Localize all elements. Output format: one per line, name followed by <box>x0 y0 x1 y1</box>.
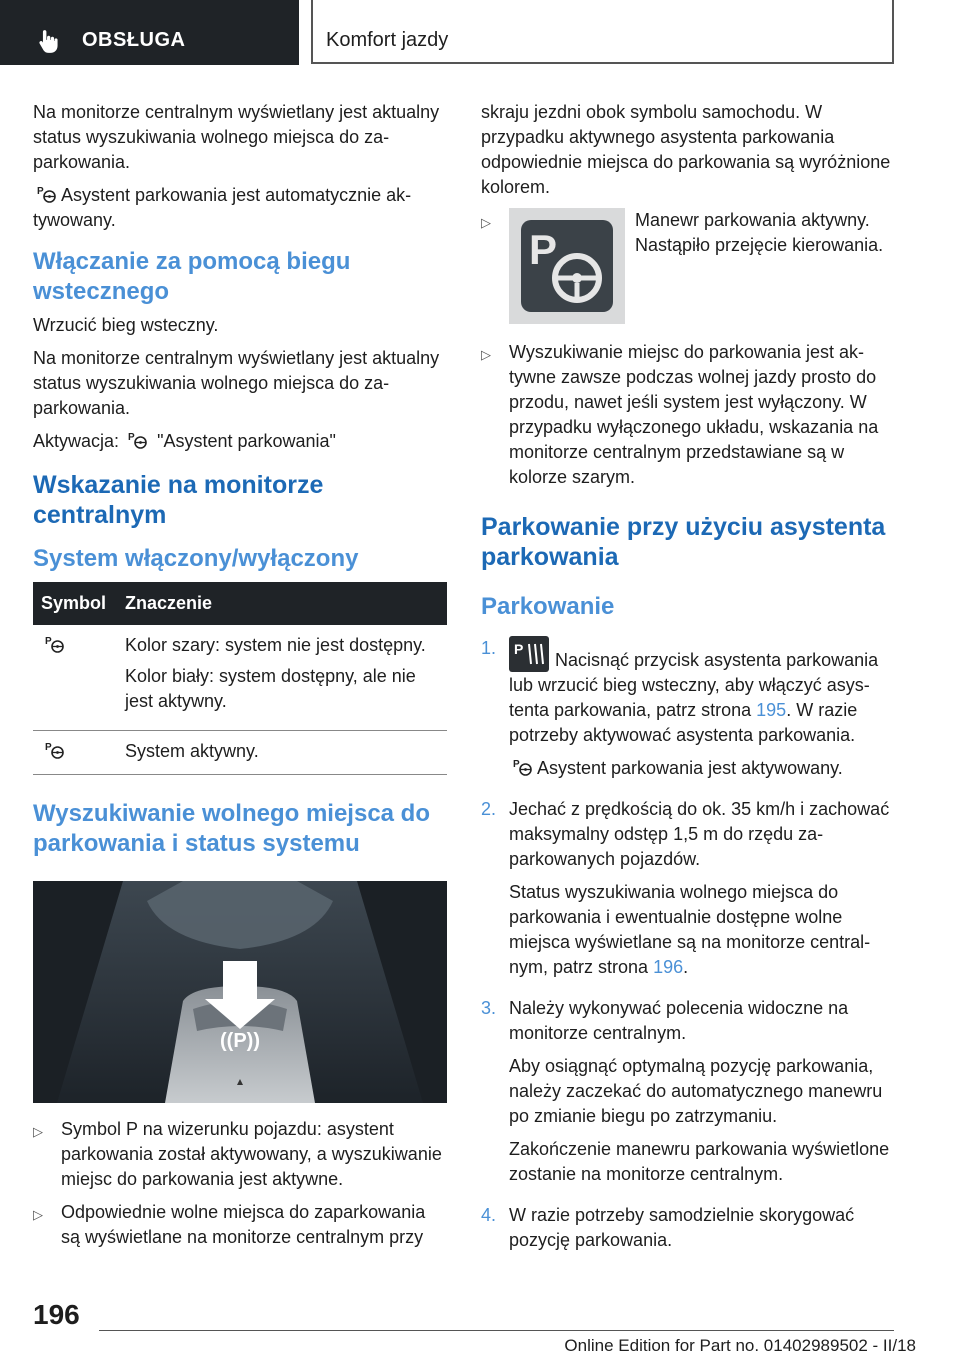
right-column <box>481 100 897 1269</box>
svg-text:P: P <box>45 742 52 753</box>
svg-text:((P)): ((P)) <box>220 1030 260 1052</box>
list-item: ▷ P Manewr parkowania aktywny. Nastąpiło przejęcie kierowania. <box>481 208 897 324</box>
continuation-paragraph: skraju jezdni obok symbolu samochodu. W przypadku aktywnego asystenta parkowania odpowiednie miejsca do parkowania są wyróżnione kolorem. <box>481 102 891 197</box>
list-item: 4. W razie potrzeby samodzielnie skorygować pozycję parkowania. <box>481 1205 855 1250</box>
list-item: ▷ Wyszukiwanie miejsc do parkowania jest aktywne zawsze podczas wolnej jazdy prosto do przodu, nawet jeśli system jest wyłączony. W przypadku wyłączonego układu, wskazania na monitorze centralnym przedstawiane są w kolorze szarym. <box>481 340 897 490</box>
list-item: ▷ Symbol P na wizerunku pojazdu: asystent parkowania został aktywowany, a wyszukiwanie miejsc do parkowania jest aktywne. <box>33 1117 447 1192</box>
heading-central-display: Wskazanie na monitorze centralnym <box>33 471 324 529</box>
activation-line: Aktywacja: P "Asystent parkowania" <box>33 431 336 451</box>
svg-text:P: P <box>128 432 135 443</box>
table-cell-gray: Kolor szary: system nie jest dostępny. <box>125 635 426 655</box>
list-item: 1. P Nacisnąć przycisk asystenta parkowania lub wrzucić bieg wsteczny, aby włączyć asystenta parkowania, patrz strona 195. W razie potrzeby aktywować asystenta parkowania. P Asystent parkowania jest aktywowany. <box>481 638 879 778</box>
table-header-row <box>33 582 447 625</box>
parking-search-display-image <box>33 881 447 1103</box>
svg-text:P: P <box>514 641 524 657</box>
heading-reverse-gear: Włączanie za pomocą biegu wstecznego <box>33 248 351 305</box>
left-column <box>33 100 447 1258</box>
triangle-bullet-icon: ▷ <box>481 215 491 230</box>
heading-system-on-off: System włączony/wyłączony <box>33 545 359 572</box>
table-header-symbol: Symbol <box>41 593 107 613</box>
footer-divider <box>99 1330 894 1331</box>
svg-text:P: P <box>529 226 558 273</box>
table-cell-white: Kolor biały: system dostępny, ale nie jest aktywny. <box>125 666 416 711</box>
reverse-instruction: Wrzucić bieg wsteczny. <box>33 315 219 335</box>
page-link-195[interactable]: 195 <box>756 700 787 720</box>
svg-text:P: P <box>513 759 520 770</box>
list-item: 2. Jechać z prędkością do ok. 35 km/h i zachować maksymalny odstęp 1,5 m do rzędu zaparkowanych pojazdów. Status wyszukiwania wolnego miejsca do parkowania i ewentualnie dostępne wolne miejsca wyświetlane są na monitorze centralnym, patrz strona 196. <box>481 799 890 977</box>
parking-assistant-icon <box>45 634 65 654</box>
parking-assistant-icon <box>128 430 148 450</box>
triangle-bullet-icon: ▷ <box>481 347 491 362</box>
edition-note: Online Edition for Part no. 01402989502 - II/18 <box>564 1336 916 1355</box>
section-tab[interactable] <box>0 0 299 65</box>
heading-parking: Parkowanie <box>481 593 615 620</box>
intro-paragraph: Na monitorze centralnym wyświetlany jest aktualny status wyszukiwania wolnego miejsca do zaparkowania. <box>33 102 440 172</box>
triangle-bullet-icon: ▷ <box>33 1124 43 1139</box>
heading-parking-with-assistant: Parkowanie przy użyciu asystenta parkowania <box>481 513 886 571</box>
parking-assistant-icon <box>37 184 57 204</box>
page-number: 196 <box>33 1299 80 1330</box>
parking-assist-button-icon <box>509 636 549 672</box>
parking-steering-symbol-icon <box>509 208 625 324</box>
svg-text:P: P <box>37 186 44 197</box>
section-tab-label: OBSŁUGA <box>82 29 186 51</box>
list-item: 3. Należy wykonywać polecenia widoczne na monitorze centralnym. Aby osiągnąć optymalną pozycję parkowania, należy zaczekać do automatycznego manewru po zmianie biegu po zatrzymaniu. Zakończenie manewru parkowania wyświetlone zostanie na monitorze centralnym. <box>481 998 890 1184</box>
parking-active-icon <box>513 757 533 777</box>
reverse-status-paragraph: Na monitorze centralnym wyświetlany jest aktualny status wyszukiwania wolnego miejsca do zaparkowania. <box>33 348 440 418</box>
auto-activation-note: P Asystent parkowania jest automatycznie aktywowany. <box>33 185 412 230</box>
list-item: ▷ Odpowiednie wolne miejsca do zaparkowania są wyświetlane na monitorze centralnym przy <box>33 1200 447 1250</box>
parking-active-icon <box>45 740 65 760</box>
table-header-meaning: Znaczenie <box>125 593 213 613</box>
svg-text:P: P <box>45 636 52 647</box>
table-row <box>33 731 447 775</box>
page-link-196[interactable]: 196 <box>653 957 684 977</box>
heading-search-status: Wyszukiwanie wolnego miejsca do parkowania i status systemu <box>33 800 430 857</box>
hand-pointer-icon <box>36 28 62 54</box>
table-row <box>33 625 447 731</box>
symbol-table <box>33 582 447 775</box>
chapter-title: Komfort jazdy <box>326 29 449 51</box>
table-cell-active: System aktywny. <box>117 731 447 775</box>
triangle-bullet-icon: ▷ <box>33 1207 43 1222</box>
